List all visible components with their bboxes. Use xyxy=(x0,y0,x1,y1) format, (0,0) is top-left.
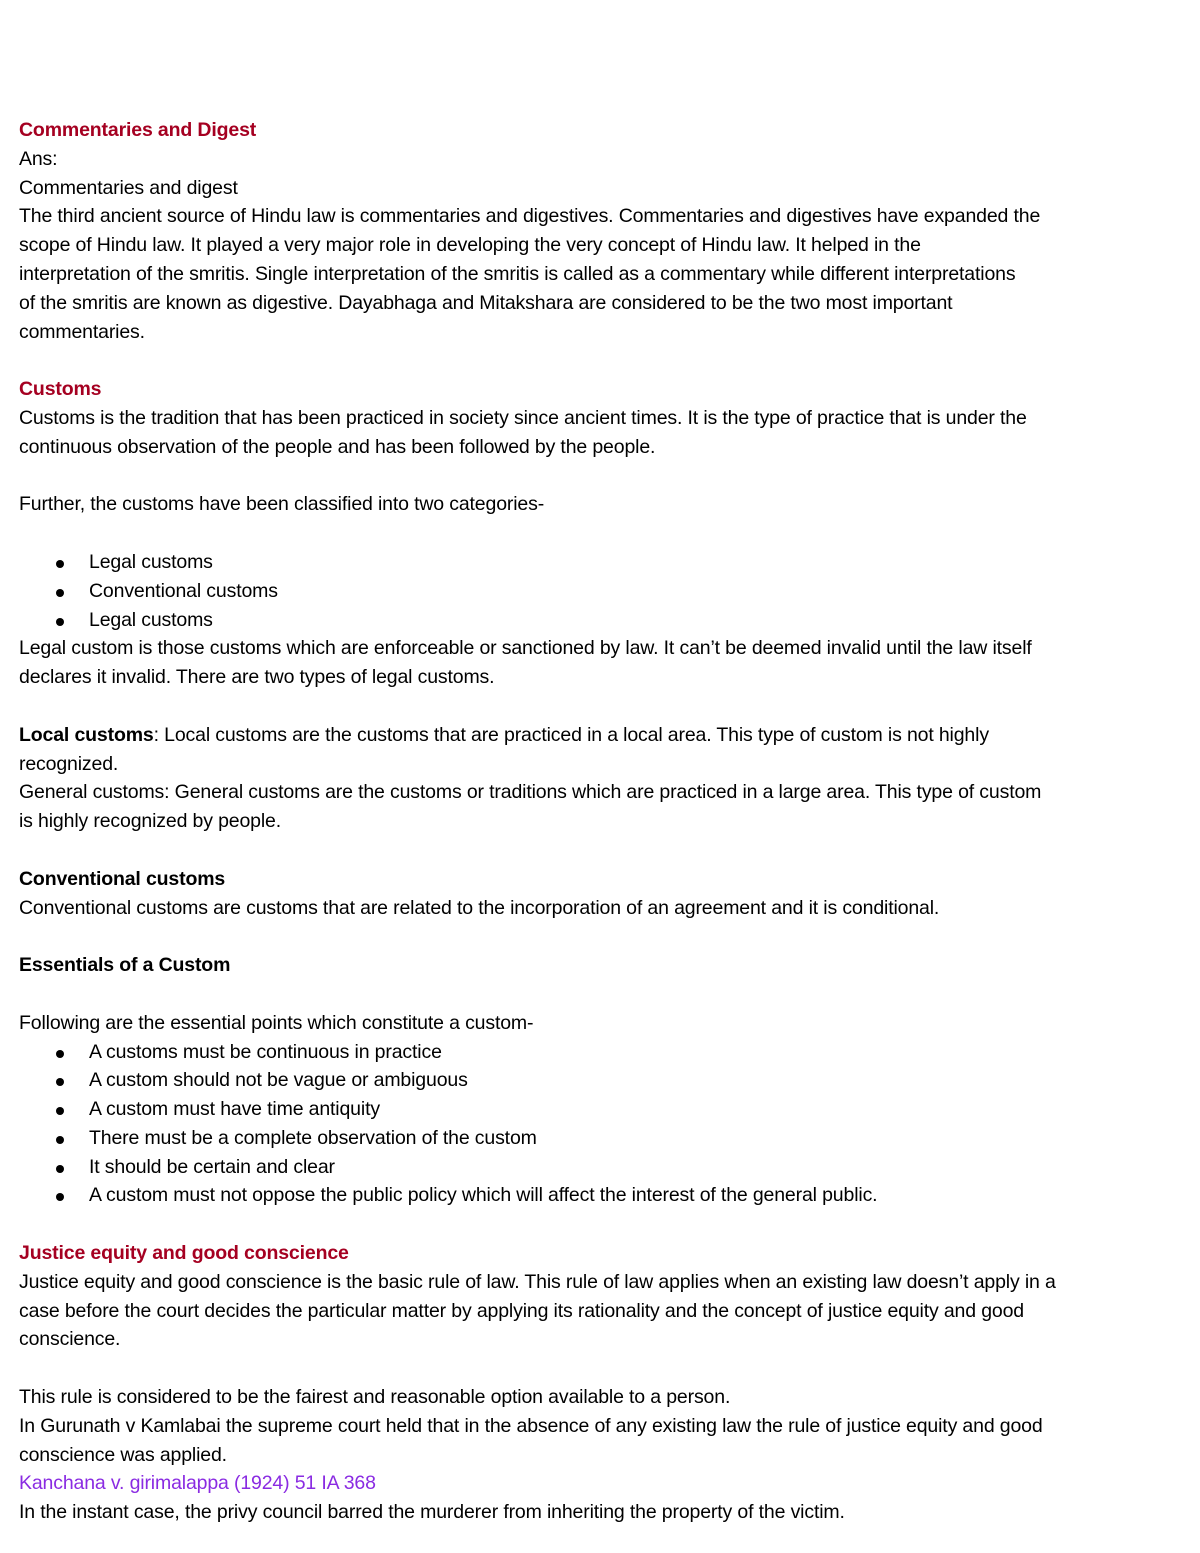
commentaries-line: interpretation of the smritis. Single interpretation of the smritis is called as a commentary while different interpretations xyxy=(19,262,1016,285)
spacer xyxy=(19,836,1181,865)
justice-line: case before the court decides the particular matter by applying its rationality and the concept of justice equity and good xyxy=(19,1299,1024,1322)
spacer xyxy=(19,980,1181,1009)
general-customs-line: General customs: General customs are the customs or traditions which are practiced in a large area. This type of custom xyxy=(19,781,1042,804)
justice-line: conscience. xyxy=(19,1328,121,1351)
justice-line: Justice equity and good conscience is the basic rule of law. This rule of law applies when an existing law doesn’t apply in a xyxy=(19,1270,1056,1293)
commentaries-line: of the smritis are known as digestive. Dayabhaga and Mitakshara are considered to be the two most important xyxy=(19,291,953,314)
local-customs-label: Local customs xyxy=(19,723,154,746)
local-customs-line: recognized. xyxy=(19,752,119,775)
heading-customs: Customs xyxy=(19,378,102,401)
customs-classification: Further, the customs have been classified into two categories- xyxy=(19,493,545,516)
gurunath-line: conscience was applied. xyxy=(19,1443,227,1466)
commentaries-subheading: Commentaries and digest xyxy=(19,176,238,199)
spacer xyxy=(19,692,1181,721)
commentaries-line: The third ancient source of Hindu law is commentaries and digestives. Commentaries and digestives have expanded the xyxy=(19,205,1041,228)
list-item: Legal customs xyxy=(19,606,1181,635)
heading-justice: Justice equity and good conscience xyxy=(19,1242,349,1265)
spacer xyxy=(19,1354,1181,1383)
list-item: A customs must be continuous in practice xyxy=(19,1038,1181,1067)
list-item: A custom must have time antiquity xyxy=(19,1095,1181,1124)
spacer xyxy=(19,1210,1181,1239)
gurunath-line: In Gurunath v Kamlabai the supreme court held that in the absence of any existing law the rule of justice equity and good xyxy=(19,1414,1043,1437)
commentaries-line: commentaries. xyxy=(19,320,145,343)
local-customs-line xyxy=(19,721,1181,750)
list-item: Legal customs xyxy=(19,548,1181,577)
spacer xyxy=(19,519,1181,548)
customs-intro-line: Customs is the tradition that has been practiced in society since ancient times. It is the type of practice that is under the xyxy=(19,406,1027,429)
ans-label: Ans: xyxy=(19,147,58,170)
customs-categories-list xyxy=(19,548,1181,634)
local-customs-text: : Local customs are the customs that are practiced in a local area. This type of custom is not highly xyxy=(153,723,989,746)
essentials-heading: Essentials of a Custom xyxy=(19,954,231,977)
case-text: In the instant case, the privy council barred the murderer from inheriting the property of the victim. xyxy=(19,1501,845,1524)
conventional-customs-text: Conventional customs are customs that are related to the incorporation of an agreement and it is conditional. xyxy=(19,896,940,919)
legal-custom-line: Legal custom is those customs which are enforceable or sanctioned by law. It can’t be deemed invalid until the law itself xyxy=(19,637,1032,660)
legal-custom-line: declares it invalid. There are two types of legal customs. xyxy=(19,666,495,689)
general-customs-line: is highly recognized by people. xyxy=(19,810,282,833)
essentials-list xyxy=(19,1038,1181,1211)
conventional-customs-heading: Conventional customs xyxy=(19,867,226,890)
list-item: There must be a complete observation of the custom xyxy=(19,1124,1181,1153)
spacer xyxy=(19,462,1181,491)
spacer xyxy=(19,922,1181,951)
heading-commentaries: Commentaries and Digest xyxy=(19,119,257,141)
list-item: It should be certain and clear xyxy=(19,1153,1181,1182)
customs-intro-line: continuous observation of the people and has been followed by the people. xyxy=(19,435,656,458)
essentials-intro: Following are the essential points which constitute a custom- xyxy=(19,1011,534,1034)
spacer xyxy=(19,346,1181,375)
case-citation: Kanchana v. girimalappa (1924) 51 IA 368 xyxy=(19,1472,376,1495)
fairest-line: This rule is considered to be the fairest and reasonable option available to a person. xyxy=(19,1386,731,1409)
list-item: Conventional customs xyxy=(19,577,1181,606)
list-item: A custom must not oppose the public policy which will affect the interest of the general public. xyxy=(19,1181,1181,1210)
document-page xyxy=(19,116,1181,1527)
list-item: A custom should not be vague or ambiguous xyxy=(19,1066,1181,1095)
commentaries-line: scope of Hindu law. It played a very major role in developing the very concept of Hindu law. It helped in the xyxy=(19,234,921,257)
